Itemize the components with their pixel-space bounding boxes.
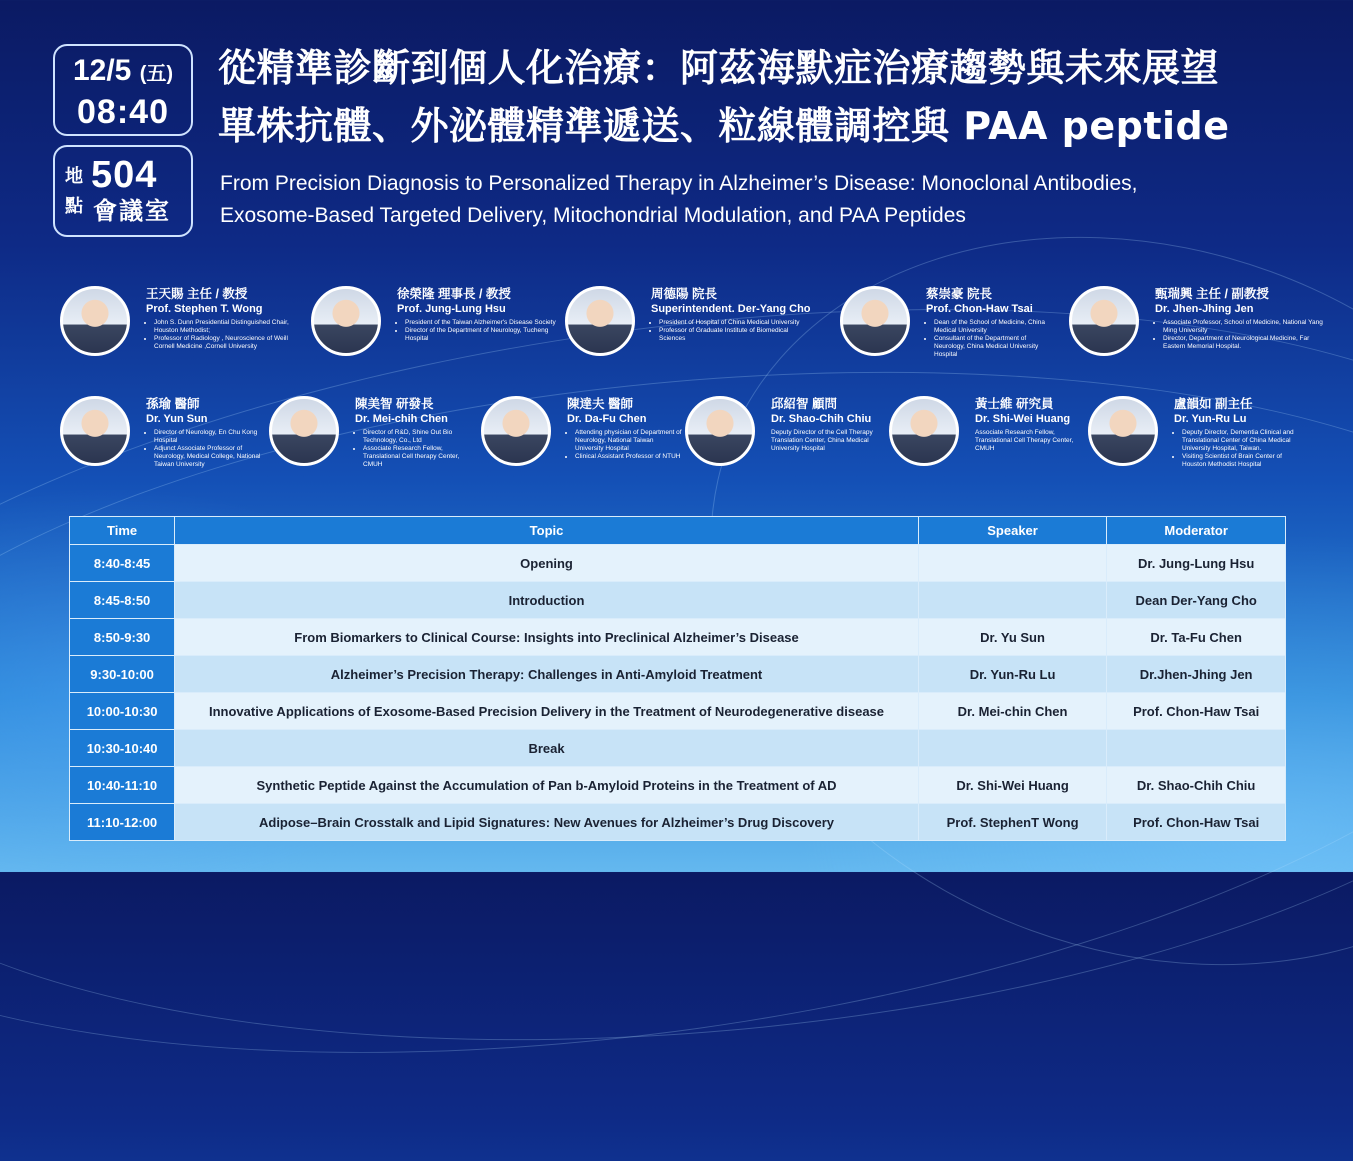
column-header-topic: Topic <box>175 517 919 545</box>
table-row <box>70 730 1286 767</box>
speaker-credentials: • Dean of the School of Medicine, China Medical University • Consultant of the Department of Neurology, China Medical University Hospital <box>926 319 1056 359</box>
speaker-photo <box>685 396 755 466</box>
speaker-name-zh: 蔡崇豪 院長 <box>926 287 992 301</box>
table-row <box>70 582 1286 619</box>
time-cell: 9:30-10:00 <box>70 656 175 693</box>
speaker-photo <box>1069 286 1139 356</box>
speaker-photo <box>840 286 910 356</box>
speaker-cell <box>918 730 1106 767</box>
time-cell: 10:40-11:10 <box>70 767 175 804</box>
speaker-credentials: • John S. Dunn Presidential Distinguished Chair, Houston Methodist; • Professor of Radiology , Neuroscience of Weill Cornell Medicine ,Cornell University <box>146 319 306 351</box>
speaker-name-en: Dr. Yun-Ru Lu <box>1174 413 1247 425</box>
column-header-moderator: Moderator <box>1107 517 1286 545</box>
title-chinese-line2: 單株抗體、外泌體精準遞送、粒線體調控與 PAA peptide <box>218 104 1230 148</box>
moderator-cell: Dr. Jung-Lung Hsu <box>1107 545 1286 582</box>
topic-cell: From Biomarkers to Clinical Course: Insights into Preclinical Alzheimer’s Disease <box>175 619 919 656</box>
time-cell: 8:45-8:50 <box>70 582 175 619</box>
table-row <box>70 767 1286 804</box>
time-cell: 11:10-12:00 <box>70 804 175 841</box>
venue-room: 會議室 <box>93 198 171 225</box>
speaker-photo <box>60 286 130 356</box>
speaker-cell <box>918 545 1106 582</box>
topic-cell: Synthetic Peptide Against the Accumulation of Pan b-Amyloid Proteins in the Treatment of AD <box>175 767 919 804</box>
speaker-name-zh: 徐榮隆 理事長 / 教授 <box>397 287 511 301</box>
topic-cell: Alzheimer’s Precision Therapy: Challenges in Anti-Amyloid Treatment <box>175 656 919 693</box>
speaker-photo <box>60 396 130 466</box>
speaker-name-zh: 周德陽 院長 <box>651 287 717 301</box>
title-english: From Precision Diagnosis to Personalized Therapy in Alzheimer’s Disease: Monoclonal Antibodies, Exosome-Based Targeted Delivery, Mitochondrial Modulation, and PAA Peptides <box>220 172 1138 227</box>
topic-cell: Opening <box>175 545 919 582</box>
speaker-credentials: • Deputy Director, Dementia Clinical and Translational Center of China Medical University Hospital, Taiwan. • Visiting Scientist of Brain Center of Houston Methodist Hospital <box>1174 429 1299 469</box>
speaker-name-en: Prof. Stephen T. Wong <box>146 303 263 315</box>
venue-box <box>53 145 193 237</box>
speaker-cell: Prof. StephenT Wong <box>918 804 1106 841</box>
moderator-cell: Prof. Chon-Haw Tsai <box>1107 804 1286 841</box>
speaker-cell: Dr. Shi-Wei Huang <box>918 767 1106 804</box>
speaker-name-zh: 甄瑞興 主任 / 副教授 <box>1155 287 1269 301</box>
speaker-photo <box>1088 396 1158 466</box>
venue-label: 地 點 <box>65 166 83 216</box>
speaker-cell: Dr. Yun-Ru Lu <box>918 656 1106 693</box>
speaker-name-zh: 黃士維 研究員 <box>975 397 1054 411</box>
speaker-photo <box>311 286 381 356</box>
topic-cell: Innovative Applications of Exosome-Based Precision Delivery in the Treatment of Neurodegenerative disease <box>175 693 919 730</box>
speaker-name-zh: 陳達夫 醫師 <box>567 397 633 411</box>
moderator-cell <box>1107 730 1286 767</box>
speaker-credentials: • Attending physician of Department of Neurology, National Taiwan University Hospital • Clinical Assistant Professor of NTUH <box>567 429 682 461</box>
topic-cell: Adipose–Brain Crosstalk and Lipid Signatures: New Avenues for Alzheimer’s Drug Discovery <box>175 804 919 841</box>
column-header-speaker: Speaker <box>918 517 1106 545</box>
speaker-cell <box>918 582 1106 619</box>
time-cell: 10:00-10:30 <box>70 693 175 730</box>
speaker-cell: Dr. Mei-chin Chen <box>918 693 1106 730</box>
moderator-cell: Dr.Jhen-Jhing Jen <box>1107 656 1286 693</box>
topic-cell: Break <box>175 730 919 767</box>
speaker-name-en: Prof. Jung-Lung Hsu <box>397 303 506 315</box>
venue-number: 504 <box>91 154 158 196</box>
speaker-cell: Dr. Yu Sun <box>918 619 1106 656</box>
time-cell: 8:40-8:45 <box>70 545 175 582</box>
speaker-photo <box>481 396 551 466</box>
title-chinese-line1: 從精準診斷到個人化治療：阿茲海默症治療趨勢與未來展望 <box>218 46 1220 90</box>
speaker-name-en: Dr. Mei-chih Chen <box>355 413 448 425</box>
speaker-name-zh: 孫瑜 醫師 <box>146 397 200 411</box>
speaker-photo <box>269 396 339 466</box>
event-date: 12/5 (五) <box>72 54 174 87</box>
time-cell: 8:50-9:30 <box>70 619 175 656</box>
speaker-name-en: Dr. Yun Sun <box>146 413 208 425</box>
speaker-name-zh: 盧韻如 副主任 <box>1174 397 1253 411</box>
table-header-row <box>70 517 1286 545</box>
date-time-box <box>53 44 193 136</box>
speaker-photo <box>889 396 959 466</box>
speaker-name-en: Dr. Shao-Chih Chiu <box>771 413 872 425</box>
speaker-credentials: • Associate Professor, School of Medicine, National Yang Ming University • Director, Department of Neurological Medicine, Far Eastern Memorial Hospital. <box>1155 319 1325 351</box>
speaker-name-zh: 陳美智 研發長 <box>355 397 434 411</box>
speaker-credentials: Deputy Director of the Cell Therapy Translation Center, China Medical University Hospital <box>771 429 873 452</box>
speaker-credentials: • President of Hospital of China Medical University • Professor of Graduate Institute of Biomedical Sciences <box>651 319 811 343</box>
speaker-photo <box>565 286 635 356</box>
topic-cell: Introduction <box>175 582 919 619</box>
moderator-cell: Prof. Chon-Haw Tsai <box>1107 693 1286 730</box>
event-time: 08:40 <box>77 93 169 131</box>
speaker-credentials: • Director of Neurology, En Chu Kong Hospital • Adjunct Associate Professor of Neurology, Medical College, National Taiwan University <box>146 429 266 469</box>
speaker-name-zh: 邱紹智 顧問 <box>771 397 837 411</box>
speaker-name-en: Dr. Jhen-Jhing Jen <box>1155 303 1254 315</box>
schedule-table <box>69 516 1286 841</box>
speaker-name-en: Dr. Da-Fu Chen <box>567 413 647 425</box>
table-row <box>70 693 1286 730</box>
speaker-name-zh: 王天賜 主任 / 教授 <box>146 287 248 301</box>
moderator-cell: Dr. Shao-Chih Chiu <box>1107 767 1286 804</box>
speaker-credentials: • President of the Taiwan Alzheimer's Disease Society • Director of the Department of Neurology, Tucheng Hospital <box>397 319 557 343</box>
table-row <box>70 619 1286 656</box>
moderator-cell: Dean Der-Yang Cho <box>1107 582 1286 619</box>
speaker-name-en: Dr. Shi-Wei Huang <box>975 413 1071 425</box>
column-header-time: Time <box>70 517 175 545</box>
speaker-credentials: • Director of R&D, Shine Out Bio Technology, Co., Ltd • Associate Research Fellow, Translational Cell therapy Center, CMUH <box>355 429 475 469</box>
speaker-name-en: Prof. Chon-Haw Tsai <box>926 303 1033 315</box>
speaker-credentials: Associate Research Fellow, Translational Cell Therapy Center, CMUH <box>975 429 1074 452</box>
time-cell: 10:30-10:40 <box>70 730 175 767</box>
table-row <box>70 656 1286 693</box>
table-row <box>70 804 1286 841</box>
table-row <box>70 545 1286 582</box>
speaker-name-en: Superintendent. Der-Yang Cho <box>651 303 811 315</box>
moderator-cell: Dr. Ta-Fu Chen <box>1107 619 1286 656</box>
